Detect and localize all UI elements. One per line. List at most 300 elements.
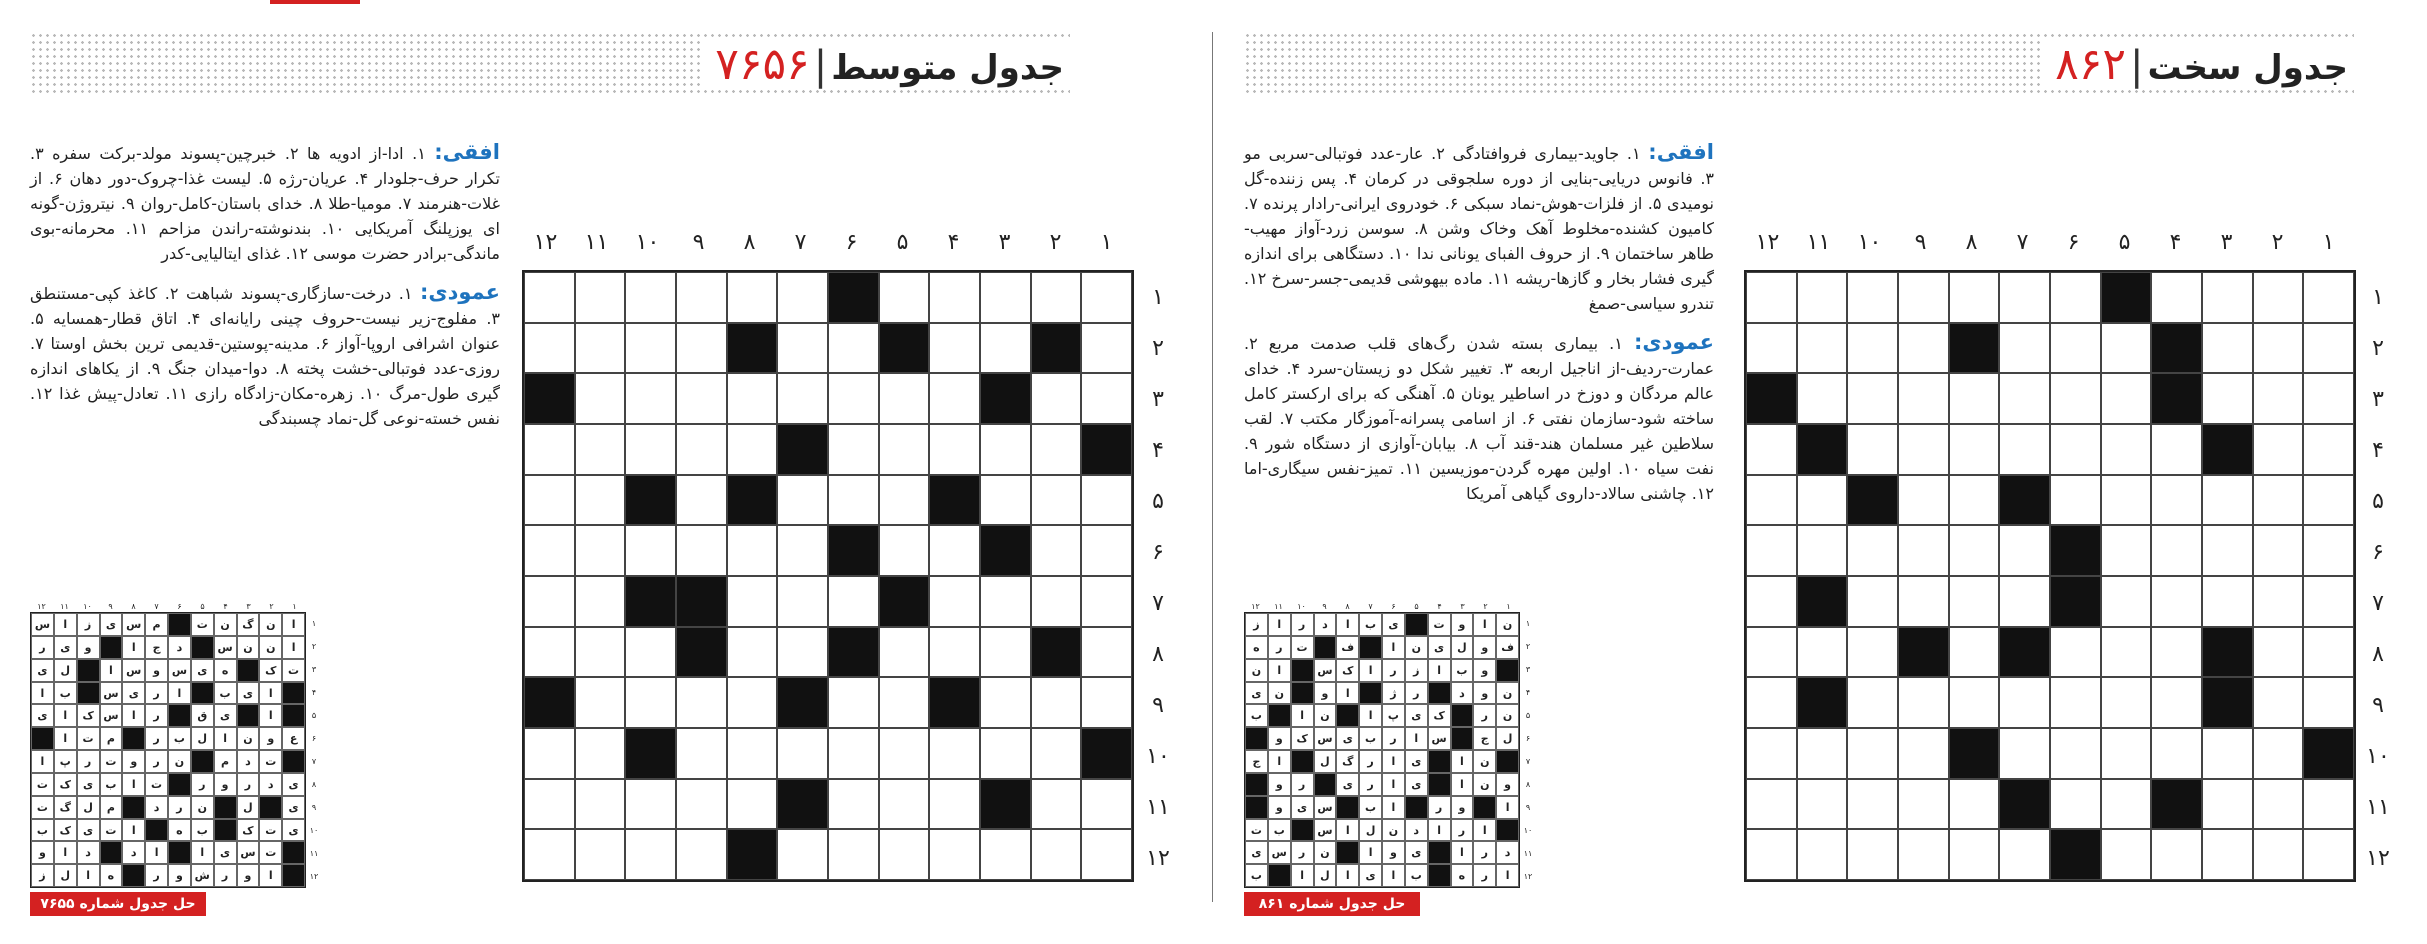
grid-cell[interactable]	[727, 627, 778, 678]
grid-cell[interactable]	[2303, 627, 2354, 678]
grid-cell[interactable]	[2303, 525, 2354, 576]
grid-cell[interactable]	[2050, 627, 2101, 678]
grid-cell[interactable]	[929, 424, 980, 475]
solution-column-number: ۱۰	[1297, 602, 1306, 611]
solution-column-number: ۱۱	[1274, 602, 1283, 611]
grid-cell[interactable]	[524, 829, 575, 880]
grid-cell[interactable]	[1949, 576, 2000, 627]
grid-cell[interactable]	[828, 475, 879, 526]
grid-cell[interactable]	[524, 272, 575, 323]
grid-cell[interactable]	[929, 779, 980, 830]
grid-cell[interactable]	[2101, 728, 2152, 779]
grid-cell[interactable]	[777, 829, 828, 880]
grid-cell[interactable]	[524, 728, 575, 779]
grid-cell[interactable]	[727, 779, 778, 830]
grid-cell[interactable]	[929, 829, 980, 880]
column-number: ۹	[1914, 230, 1927, 255]
column-number: ۱	[1100, 230, 1113, 255]
grid-cell[interactable]	[1797, 272, 1848, 323]
grid-cell[interactable]	[2151, 829, 2202, 880]
grid-cell[interactable]	[980, 272, 1031, 323]
grid-cell[interactable]	[2101, 627, 2152, 678]
grid-cell[interactable]	[2101, 424, 2152, 475]
grid-cell[interactable]	[1949, 272, 2000, 323]
grid-cell[interactable]	[524, 576, 575, 627]
grid-cell[interactable]	[2253, 677, 2304, 728]
grid-cell[interactable]	[2050, 677, 2101, 728]
solution-column-number: ۱۰	[83, 602, 92, 611]
grid-cell[interactable]	[777, 475, 828, 526]
grid-cell[interactable]	[929, 728, 980, 779]
solution-black-cell	[1473, 796, 1496, 819]
grid-cell[interactable]	[879, 373, 930, 424]
grid-cell[interactable]	[1898, 728, 1949, 779]
grid-cell[interactable]	[1847, 373, 1898, 424]
grid-cell[interactable]	[676, 677, 727, 728]
solution-cell: گ	[54, 796, 77, 819]
grid-cell[interactable]	[2101, 525, 2152, 576]
grid-cell[interactable]	[2101, 576, 2152, 627]
grid-cell[interactable]	[2202, 728, 2253, 779]
solution-cell: ر	[1473, 704, 1496, 727]
grid-cell[interactable]	[1031, 424, 1082, 475]
grid-cell[interactable]	[625, 829, 676, 880]
grid-cell[interactable]	[980, 677, 1031, 728]
grid-cell[interactable]	[625, 373, 676, 424]
solution-cell: ی	[1382, 613, 1405, 636]
grid-cell[interactable]	[727, 728, 778, 779]
solution-cell: ا	[122, 773, 145, 796]
grid-cell[interactable]	[625, 779, 676, 830]
solution-cell: ی	[214, 841, 237, 864]
grid-cell[interactable]	[2101, 677, 2152, 728]
solution-cell: س	[1428, 727, 1451, 750]
grid-cell[interactable]	[2101, 323, 2152, 374]
solution-grid	[1244, 612, 1520, 888]
grid-cell[interactable]	[2202, 323, 2253, 374]
grid-cell[interactable]	[1797, 779, 1848, 830]
grid-cell[interactable]	[828, 829, 879, 880]
grid-cell[interactable]	[1746, 677, 1797, 728]
grid-cell[interactable]	[1081, 627, 1132, 678]
row-number: ۶	[1152, 540, 1164, 565]
solution-cell: ا	[1451, 750, 1474, 773]
grid-cell[interactable]	[727, 424, 778, 475]
solution-cell: ی	[122, 682, 145, 705]
grid-cell[interactable]	[1847, 677, 1898, 728]
grid-cell[interactable]	[1081, 272, 1132, 323]
grid-cell[interactable]	[1847, 829, 1898, 880]
grid-cell[interactable]	[980, 576, 1031, 627]
grid-cell[interactable]	[676, 525, 727, 576]
grid-cell[interactable]	[828, 323, 879, 374]
grid-cell[interactable]	[1898, 829, 1949, 880]
grid-cell[interactable]	[575, 829, 626, 880]
grid-cell[interactable]	[1081, 779, 1132, 830]
row-number: ۶	[2372, 540, 2384, 565]
grid-cell[interactable]	[2253, 779, 2304, 830]
grid-cell[interactable]	[2050, 779, 2101, 830]
grid-cell[interactable]	[575, 576, 626, 627]
solution-cell: ک	[259, 659, 282, 682]
grid-cell[interactable]	[1746, 525, 1797, 576]
grid-cell[interactable]	[2151, 475, 2202, 526]
grid-cell[interactable]	[2253, 728, 2304, 779]
grid-cell[interactable]	[1949, 373, 2000, 424]
grid-cell[interactable]	[2303, 272, 2354, 323]
grid-cell[interactable]	[1746, 728, 1797, 779]
grid-cell[interactable]	[676, 424, 727, 475]
grid-cell[interactable]	[2151, 677, 2202, 728]
grid-cell[interactable]	[1898, 576, 1949, 627]
grid-cell[interactable]	[777, 373, 828, 424]
grid-cell[interactable]	[879, 525, 930, 576]
grid-cell[interactable]	[1949, 525, 2000, 576]
grid-cell[interactable]	[1898, 373, 1949, 424]
grid-cell[interactable]	[1949, 475, 2000, 526]
grid-cell[interactable]	[1847, 779, 1898, 830]
grid-cell[interactable]	[2050, 475, 2101, 526]
grid-cell[interactable]	[2253, 576, 2304, 627]
solution-black-cell	[1405, 613, 1428, 636]
solution-cell: ر	[1382, 659, 1405, 682]
grid-cell[interactable]	[929, 576, 980, 627]
column-number: ۵	[2118, 230, 2131, 255]
grid-cell[interactable]	[2050, 373, 2101, 424]
grid-cell[interactable]	[575, 272, 626, 323]
solution-cell: ی	[77, 773, 100, 796]
crossword-grid[interactable]	[522, 270, 1134, 882]
solution-cell: ی	[31, 704, 54, 727]
grid-cell[interactable]	[2202, 475, 2253, 526]
grid-cell[interactable]	[1847, 323, 1898, 374]
grid-cell[interactable]	[575, 779, 626, 830]
solution-cell: ا	[1336, 613, 1359, 636]
grid-cell[interactable]	[1797, 627, 1848, 678]
grid-cell[interactable]	[2253, 525, 2304, 576]
grid-cell[interactable]	[2253, 627, 2304, 678]
grid-cell[interactable]	[1847, 272, 1898, 323]
solution-cell: س	[1314, 659, 1337, 682]
grid-cell[interactable]	[777, 627, 828, 678]
grid-cell[interactable]	[980, 728, 1031, 779]
grid-cell[interactable]	[625, 677, 676, 728]
grid-cell[interactable]	[777, 525, 828, 576]
grid-cell[interactable]	[2202, 373, 2253, 424]
solution-cell: ا	[54, 704, 77, 727]
grid-cell[interactable]	[2202, 272, 2253, 323]
grid-cell[interactable]	[1081, 576, 1132, 627]
solution-cell: ا	[259, 864, 282, 887]
grid-cell[interactable]	[1797, 525, 1848, 576]
solution-cell: ی	[100, 613, 123, 636]
grid-cell[interactable]	[1999, 829, 2050, 880]
solution-cell: ل	[1314, 864, 1337, 887]
across-text: ۱. ادا-از ادویه ها ۲. خبرچین-پسوند مولد-برکت سفره ۳. تکرار حرف-جلودار ۴. عریان-رژه ۵. لیست غذا-چروک-دور دهان ۶. از غلات-هنرمند ۷. مومیا-طلا ۸. خدای باستان-کامل-روان ۹. نیتروژن-گونه ای یوزپلنگ آمریکایی ۱۰. بندنوشته-راندن مزاحم ۱۱. محرمانه-بوی ماندگی-برادر حضرت موسی ۱۲. غذای ایتالیایی-کدر	[30, 144, 501, 263]
grid-cell[interactable]	[879, 475, 930, 526]
grid-cell[interactable]	[524, 779, 575, 830]
grid-cell[interactable]	[1898, 475, 1949, 526]
solution-cell: ن	[1314, 841, 1337, 864]
grid-cell[interactable]	[879, 272, 930, 323]
crossword-grid[interactable]	[1744, 270, 2356, 882]
grid-cell[interactable]	[2151, 525, 2202, 576]
grid-cell[interactable]	[2253, 323, 2304, 374]
grid-cell[interactable]	[1081, 677, 1132, 728]
grid-cell[interactable]	[1746, 475, 1797, 526]
grid-cell[interactable]	[828, 728, 879, 779]
grid-cell[interactable]	[929, 627, 980, 678]
solution-black-cell	[100, 636, 123, 659]
column-number: ۱۲	[533, 230, 558, 255]
grid-cell[interactable]	[1081, 323, 1132, 374]
grid-cell[interactable]	[1031, 779, 1082, 830]
solution-cell: ت	[1245, 819, 1268, 842]
grid-cell[interactable]	[2253, 829, 2304, 880]
grid-cell[interactable]	[2050, 424, 2101, 475]
grid-cell[interactable]	[2151, 424, 2202, 475]
grid-cell[interactable]	[2101, 779, 2152, 830]
grid-cell[interactable]	[676, 373, 727, 424]
grid-cell[interactable]	[1797, 475, 1848, 526]
grid-cell[interactable]	[1081, 829, 1132, 880]
grid-cell[interactable]	[1898, 779, 1949, 830]
solution-black-cell	[191, 636, 214, 659]
grid-cell[interactable]	[676, 475, 727, 526]
grid-cell[interactable]	[2101, 475, 2152, 526]
grid-cell[interactable]	[1797, 829, 1848, 880]
grid-cell[interactable]	[1847, 576, 1898, 627]
grid-cell[interactable]	[2303, 323, 2354, 374]
grid-cell[interactable]	[980, 829, 1031, 880]
grid-cell[interactable]	[2253, 272, 2304, 323]
grid-cell[interactable]	[1949, 424, 2000, 475]
solution-column-number: ۱	[292, 602, 297, 611]
grid-cell[interactable]	[2253, 475, 2304, 526]
solution-row-numbers	[1522, 612, 1534, 888]
grid-cell[interactable]	[524, 475, 575, 526]
grid-cell[interactable]	[2202, 576, 2253, 627]
grid-cell[interactable]	[1031, 272, 1082, 323]
grid-cell[interactable]	[524, 323, 575, 374]
grid-cell[interactable]	[777, 576, 828, 627]
solution-cell: د	[1496, 841, 1519, 864]
grid-cell[interactable]	[1949, 829, 2000, 880]
grid-cell[interactable]	[575, 677, 626, 728]
solution-cell: و	[237, 864, 260, 887]
solution-row-number: ۴	[311, 688, 317, 697]
grid-cell[interactable]	[980, 323, 1031, 374]
grid-cell[interactable]	[1746, 627, 1797, 678]
solution-cell: ا	[282, 613, 305, 636]
grid-cell[interactable]	[777, 728, 828, 779]
solution-cell: ر	[145, 750, 168, 773]
grid-cell[interactable]	[2303, 829, 2354, 880]
grid-cell[interactable]	[1746, 272, 1797, 323]
grid-cell[interactable]	[1746, 424, 1797, 475]
solution-black-cell	[1428, 750, 1451, 773]
grid-cell[interactable]	[575, 323, 626, 374]
grid-cell[interactable]	[1031, 373, 1082, 424]
column-number: ۸	[1965, 230, 1978, 255]
grid-cell[interactable]	[1847, 627, 1898, 678]
grid-cell[interactable]	[727, 272, 778, 323]
grid-cell[interactable]	[1797, 728, 1848, 779]
grid-cell[interactable]	[524, 525, 575, 576]
grid-cell[interactable]	[1999, 576, 2050, 627]
grid-cell[interactable]	[524, 627, 575, 678]
grid-cell[interactable]	[1898, 272, 1949, 323]
grid-cell[interactable]	[1031, 525, 1082, 576]
grid-cell[interactable]	[2050, 728, 2101, 779]
grid-cell[interactable]	[1847, 525, 1898, 576]
grid-cell[interactable]	[1797, 373, 1848, 424]
grid-cell[interactable]	[929, 272, 980, 323]
grid-cell[interactable]	[676, 272, 727, 323]
solution-row-number: ۴	[1525, 688, 1531, 697]
grid-cell[interactable]	[828, 373, 879, 424]
grid-cell[interactable]	[777, 323, 828, 374]
grid-cell[interactable]	[1999, 525, 2050, 576]
grid-cell[interactable]	[980, 475, 1031, 526]
grid-cell[interactable]	[2202, 525, 2253, 576]
grid-cell[interactable]	[727, 677, 778, 728]
solution-cell: ن	[1268, 682, 1291, 705]
grid-cell[interactable]	[2151, 576, 2202, 627]
grid-cell[interactable]	[625, 272, 676, 323]
solution-cell: ب	[191, 819, 214, 842]
grid-cell[interactable]	[1031, 728, 1082, 779]
grid-cell[interactable]	[727, 525, 778, 576]
grid-cell[interactable]	[2303, 779, 2354, 830]
grid-cell[interactable]	[1898, 525, 1949, 576]
grid-cell[interactable]	[2202, 779, 2253, 830]
grid-cell[interactable]	[2303, 424, 2354, 475]
grid-cell[interactable]	[1081, 525, 1132, 576]
black-cell	[727, 475, 778, 526]
grid-cell[interactable]	[2303, 475, 2354, 526]
grid-cell[interactable]	[1949, 779, 2000, 830]
grid-cell[interactable]	[2253, 424, 2304, 475]
grid-cell[interactable]	[625, 424, 676, 475]
grid-cell[interactable]	[1999, 728, 2050, 779]
solution-cell: ا	[1382, 864, 1405, 887]
grid-cell[interactable]	[575, 475, 626, 526]
grid-cell[interactable]	[1797, 323, 1848, 374]
grid-cell[interactable]	[2101, 829, 2152, 880]
grid-cell[interactable]	[1847, 424, 1898, 475]
grid-cell[interactable]	[828, 576, 879, 627]
grid-cell[interactable]	[879, 779, 930, 830]
grid-cell[interactable]	[1999, 323, 2050, 374]
grid-cell[interactable]	[980, 627, 1031, 678]
grid-cell[interactable]	[1949, 627, 2000, 678]
solution-cell: و	[1473, 636, 1496, 659]
grid-cell[interactable]	[1031, 677, 1082, 728]
grid-cell[interactable]	[575, 627, 626, 678]
grid-cell[interactable]	[2303, 373, 2354, 424]
grid-cell[interactable]	[2303, 677, 2354, 728]
grid-cell[interactable]	[929, 323, 980, 374]
grid-cell[interactable]	[2253, 373, 2304, 424]
grid-cell[interactable]	[1898, 677, 1949, 728]
grid-cell[interactable]	[575, 728, 626, 779]
grid-cell[interactable]	[1999, 373, 2050, 424]
grid-cell[interactable]	[524, 424, 575, 475]
solution-cell: ب	[1359, 727, 1382, 750]
grid-cell[interactable]	[828, 779, 879, 830]
grid-cell[interactable]	[828, 677, 879, 728]
grid-cell[interactable]	[879, 424, 930, 475]
grid-cell[interactable]	[625, 323, 676, 374]
black-cell	[1031, 627, 1082, 678]
solution-cell: ر	[1405, 682, 1428, 705]
grid-cell[interactable]	[2050, 323, 2101, 374]
grid-cell[interactable]	[828, 424, 879, 475]
grid-cell[interactable]	[676, 779, 727, 830]
grid-cell[interactable]	[777, 272, 828, 323]
grid-cell[interactable]	[929, 525, 980, 576]
black-cell	[777, 677, 828, 728]
grid-cell[interactable]	[625, 525, 676, 576]
grid-cell[interactable]	[1081, 475, 1132, 526]
grid-cell[interactable]	[879, 677, 930, 728]
grid-cell[interactable]	[1746, 576, 1797, 627]
grid-cell[interactable]	[1898, 323, 1949, 374]
grid-cell[interactable]	[2151, 627, 2202, 678]
solution-cell: و	[259, 727, 282, 750]
grid-cell[interactable]	[1999, 272, 2050, 323]
grid-cell[interactable]	[1031, 475, 1082, 526]
grid-cell[interactable]	[1999, 677, 2050, 728]
grid-cell[interactable]	[575, 373, 626, 424]
solution-cell: ه	[168, 819, 191, 842]
grid-cell[interactable]	[1031, 829, 1082, 880]
grid-cell[interactable]	[575, 424, 626, 475]
grid-cell[interactable]	[625, 627, 676, 678]
grid-cell[interactable]	[879, 627, 930, 678]
solution-row-number: ۵	[1525, 711, 1531, 720]
grid-cell[interactable]	[1746, 829, 1797, 880]
grid-cell[interactable]	[929, 373, 980, 424]
grid-cell[interactable]	[1847, 728, 1898, 779]
grid-cell[interactable]	[575, 525, 626, 576]
grid-cell[interactable]	[676, 728, 727, 779]
grid-cell[interactable]	[676, 829, 727, 880]
grid-cell[interactable]	[879, 829, 930, 880]
grid-cell[interactable]	[2151, 272, 2202, 323]
grid-cell[interactable]	[2050, 272, 2101, 323]
grid-cell[interactable]	[2101, 373, 2152, 424]
grid-cell[interactable]	[1031, 576, 1082, 627]
solution-black-cell	[259, 796, 282, 819]
grid-cell[interactable]	[2202, 829, 2253, 880]
grid-cell[interactable]	[1999, 424, 2050, 475]
grid-cell[interactable]	[2151, 728, 2202, 779]
grid-cell[interactable]	[879, 728, 930, 779]
grid-cell[interactable]	[2303, 576, 2354, 627]
grid-cell[interactable]	[1949, 677, 2000, 728]
grid-cell[interactable]	[980, 424, 1031, 475]
column-number: ۴	[947, 230, 960, 255]
grid-cell[interactable]	[676, 323, 727, 374]
grid-cell[interactable]	[1081, 373, 1132, 424]
grid-cell[interactable]	[727, 576, 778, 627]
grid-cell[interactable]	[727, 373, 778, 424]
grid-cell[interactable]	[1898, 424, 1949, 475]
grid-cell[interactable]	[1746, 323, 1797, 374]
grid-cell[interactable]	[1746, 779, 1797, 830]
